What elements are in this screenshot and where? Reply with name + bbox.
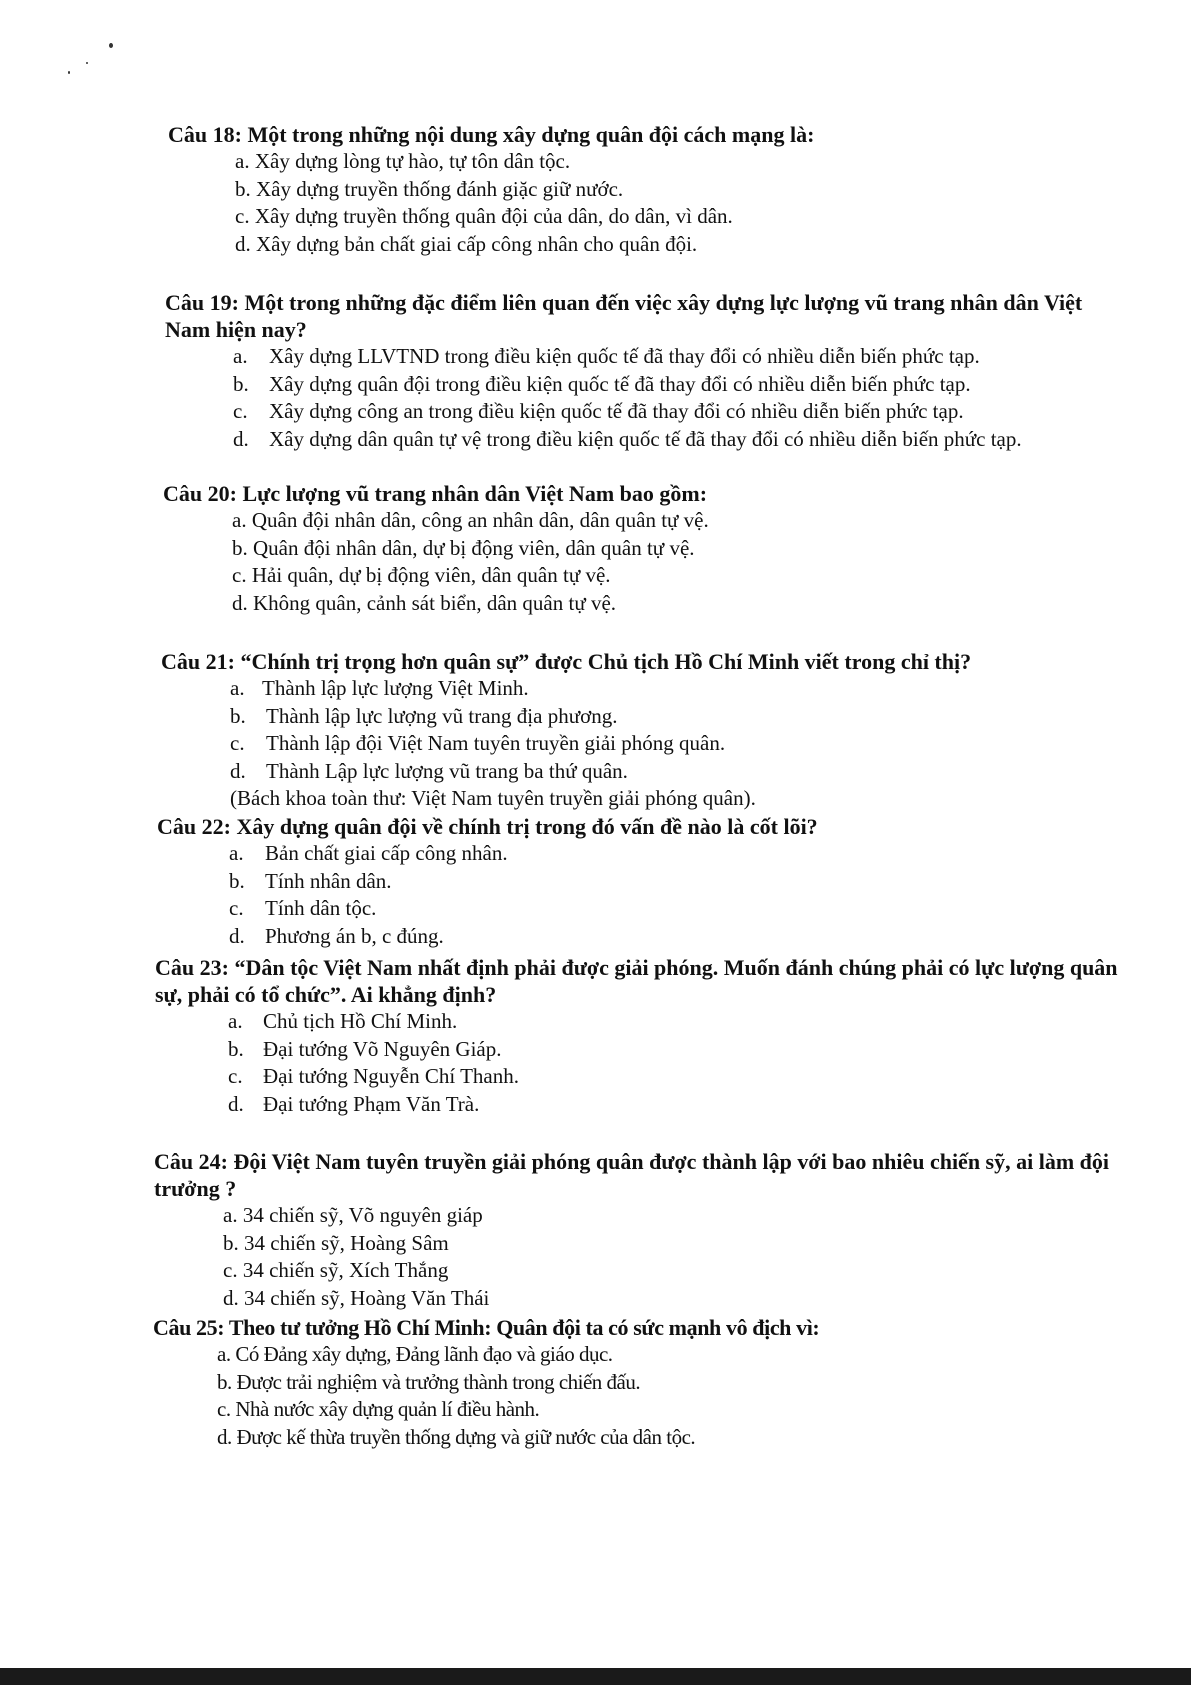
option-text: Quân đội nhân dân, công an nhân dân, dân quân tự vệ. <box>251 508 709 532</box>
option-key: c. <box>235 204 250 228</box>
option-key: d. <box>229 923 245 948</box>
option-key: a. <box>230 676 245 700</box>
option-key: a. <box>229 841 244 865</box>
answer-option-c <box>230 730 1191 758</box>
source-note: (Bách khoa toàn thư: Việt Nam tuyên truyền giải phóng quân). <box>230 786 756 810</box>
answer-list <box>229 840 1191 950</box>
answer-option-d <box>233 426 1191 454</box>
option-text: Tính dân tộc. <box>265 896 377 920</box>
option-key: c. <box>232 563 247 587</box>
option-key: d. <box>228 1091 244 1116</box>
option-key: b. <box>229 868 245 893</box>
option-text: 34 chiến sỹ, Võ nguyên giáp <box>242 1203 483 1227</box>
answer-option-a <box>235 148 1191 176</box>
option-key: b. <box>230 703 246 728</box>
question-title: Câu 25: Theo tư tưởng Hồ Chí Minh: Quân đội ta có sức mạnh vô địch vì: <box>153 1315 820 1340</box>
option-key: d. <box>217 1424 232 1449</box>
option-text: Quân đội nhân dân, dự bị động viên, dân quân tự vệ. <box>253 535 695 560</box>
option-text: Xây dựng dân quân tự vệ trong điều kiện quốc tế đã thay đổi có nhiều diễn biến phức tạp. <box>269 426 1022 451</box>
option-text: Chủ tịch Hồ Chí Minh. <box>263 1009 458 1033</box>
option-key: c. <box>217 1397 231 1421</box>
option-key: c. <box>229 896 244 920</box>
question-21 <box>0 648 1191 812</box>
answer-option-b <box>232 535 1191 563</box>
answer-option-a <box>232 507 1191 535</box>
option-text: Xây dựng truyền thống quân đội của dân, do dân, vì dân. <box>254 204 733 228</box>
scan-speck <box>68 71 70 74</box>
option-key: c. <box>223 1258 238 1282</box>
answer-list <box>235 148 1191 258</box>
answer-option-d <box>230 758 1191 786</box>
option-text: Nhà nước xây dựng quản lí điều hành. <box>235 1397 540 1421</box>
option-key: a. <box>232 508 247 532</box>
answer-option-b <box>217 1369 1191 1397</box>
answer-option-d <box>235 231 1191 259</box>
answer-option-b <box>233 371 1191 399</box>
option-text: Xây dựng lòng tự hào, tự tôn dân tộc. <box>254 149 571 173</box>
answer-option-b <box>235 176 1191 204</box>
question-22 <box>0 813 1191 950</box>
option-text: 34 chiến sỹ, Hoàng Văn Thái <box>244 1285 490 1310</box>
option-text: Xây dựng truyền thống đánh giặc giữ nước. <box>256 176 624 201</box>
answer-option-c <box>229 895 1191 923</box>
question-24 <box>0 1148 1191 1312</box>
answer-option-c <box>235 203 1191 231</box>
option-text: Xây dựng bản chất giai cấp công nhân cho quân đội. <box>256 231 698 256</box>
option-text: Có Đảng xây dựng, Đảng lãnh đạo và giáo dục. <box>235 1342 613 1366</box>
option-text: Thành lập lực lượng vũ trang địa phương. <box>266 703 618 728</box>
option-text: 34 chiến sỹ, Xích Thắng <box>242 1258 449 1282</box>
option-key: b. <box>223 1230 239 1255</box>
answer-option-a <box>217 1341 1191 1369</box>
answer-list <box>223 1202 1191 1312</box>
option-text: 34 chiến sỹ, Hoàng Sâm <box>244 1230 449 1255</box>
option-key: a. <box>228 1009 243 1033</box>
scan-speck <box>86 62 88 64</box>
answer-option-a <box>223 1202 1191 1230</box>
option-key: c. <box>233 399 248 423</box>
option-key: d. <box>223 1285 239 1310</box>
option-key: b. <box>217 1369 232 1394</box>
option-key: a. <box>235 149 250 173</box>
answer-option-d <box>217 1424 1191 1452</box>
option-key: d. <box>235 231 251 256</box>
option-text: Được kế thừa truyền thống dựng và giữ nước của dân tộc. <box>236 1424 696 1449</box>
option-text: Thành Lập lực lượng vũ trang ba thứ quân. <box>266 758 628 783</box>
option-text: Đại tướng Phạm Văn Trà. <box>263 1091 480 1116</box>
question-18 <box>0 121 1191 258</box>
scan-bottom-edge <box>0 1668 1191 1685</box>
option-key: c. <box>228 1064 243 1088</box>
option-key: d. <box>230 758 246 783</box>
question-19 <box>0 289 1191 453</box>
answer-option-b <box>223 1230 1191 1258</box>
answer-option-d <box>228 1091 1191 1119</box>
answer-option-c <box>223 1257 1191 1285</box>
answer-option-a <box>228 1008 1191 1036</box>
answer-list <box>230 675 1191 785</box>
answer-list <box>232 507 1191 617</box>
answer-option-c <box>233 398 1191 426</box>
option-key: a. <box>233 344 248 368</box>
question-title: Câu 24: Đội Việt Nam tuyên truyền giải phóng quân được thành lập với bao nhiêu chiến sỹ, ai làm đội trưởng ? <box>154 1149 1110 1201</box>
answer-option-c <box>232 562 1191 590</box>
answer-option-d <box>232 590 1191 618</box>
question-25 <box>0 1314 1191 1451</box>
option-text: Thành lập lực lượng Việt Minh. <box>262 676 529 700</box>
answer-list <box>217 1341 1191 1451</box>
answer-option-b <box>228 1036 1191 1064</box>
option-key: b. <box>235 176 251 201</box>
option-text: Xây dựng công an trong điều kiện quốc tế đã thay đổi có nhiều diễn biến phức tạp. <box>269 399 964 423</box>
option-text: Phương án b, c đúng. <box>265 923 444 948</box>
question-title: Câu 18: Một trong những nội dung xây dựng quân đội cách mạng là: <box>168 122 815 147</box>
option-text: Xây dựng LLVTND trong điều kiện quốc tế đã thay đổi có nhiều diễn biến phức tạp. <box>269 344 980 368</box>
option-key: c. <box>230 731 245 755</box>
option-text: Hải quân, dự bị động viên, dân quân tự vệ. <box>251 563 611 587</box>
question-title: Câu 22: Xây dựng quân đội về chính trị trong đó vấn đề nào là cốt lõi? <box>157 814 818 839</box>
answer-list <box>233 343 1191 453</box>
answer-option-c <box>228 1063 1191 1091</box>
option-key: b. <box>233 371 249 396</box>
question-title: Câu 19: Một trong những đặc điểm liên quan đến việc xây dựng lực lượng vũ trang nhân dân Việt Nam hiện nay? <box>165 290 1083 342</box>
question-title: Câu 21: “Chính trị trọng hơn quân sự” được Chủ tịch Hồ Chí Minh viết trong chỉ thị? <box>161 649 972 674</box>
option-text: Tính nhân dân. <box>265 868 392 893</box>
option-text: Không quân, cảnh sát biển, dân quân tự vệ. <box>253 590 617 615</box>
option-key: b. <box>228 1036 244 1061</box>
answer-list <box>228 1008 1191 1118</box>
question-23 <box>0 954 1191 1118</box>
option-text: Thành lập đội Việt Nam tuyên truyền giải phóng quân. <box>266 731 726 755</box>
answer-option-b <box>229 868 1191 896</box>
option-key: d. <box>232 590 248 615</box>
option-text: Được trải nghiệm và trưởng thành trong chiến đấu. <box>236 1369 641 1394</box>
option-text: Đại tướng Võ Nguyên Giáp. <box>263 1036 502 1061</box>
option-key: a. <box>217 1342 231 1366</box>
option-key: a. <box>223 1203 238 1227</box>
answer-option-a <box>229 840 1191 868</box>
question-title: Câu 23: “Dân tộc Việt Nam nhất định phải được giải phóng. Muốn đánh chúng phải có lực lượng quân sự, phải có tổ chức”. Ai khẳng định? <box>155 955 1118 1007</box>
answer-option-d <box>229 923 1191 951</box>
option-text: Bản chất giai cấp công nhân. <box>265 841 508 865</box>
option-key: b. <box>232 535 248 560</box>
scan-speck <box>109 43 113 48</box>
question-title: Câu 20: Lực lượng vũ trang nhân dân Việt Nam bao gồm: <box>163 481 708 506</box>
answer-option-a <box>233 343 1191 371</box>
answer-option-d <box>223 1285 1191 1313</box>
answer-option-b <box>230 703 1191 731</box>
option-key: d. <box>233 426 249 451</box>
option-text: Xây dựng quân đội trong điều kiện quốc tế đã thay đổi có nhiều diễn biến phức tạp. <box>269 371 971 396</box>
answer-option-c <box>217 1396 1191 1424</box>
question-20 <box>0 480 1191 617</box>
option-text: Đại tướng Nguyễn Chí Thanh. <box>263 1064 519 1088</box>
answer-option-a <box>230 675 1191 703</box>
